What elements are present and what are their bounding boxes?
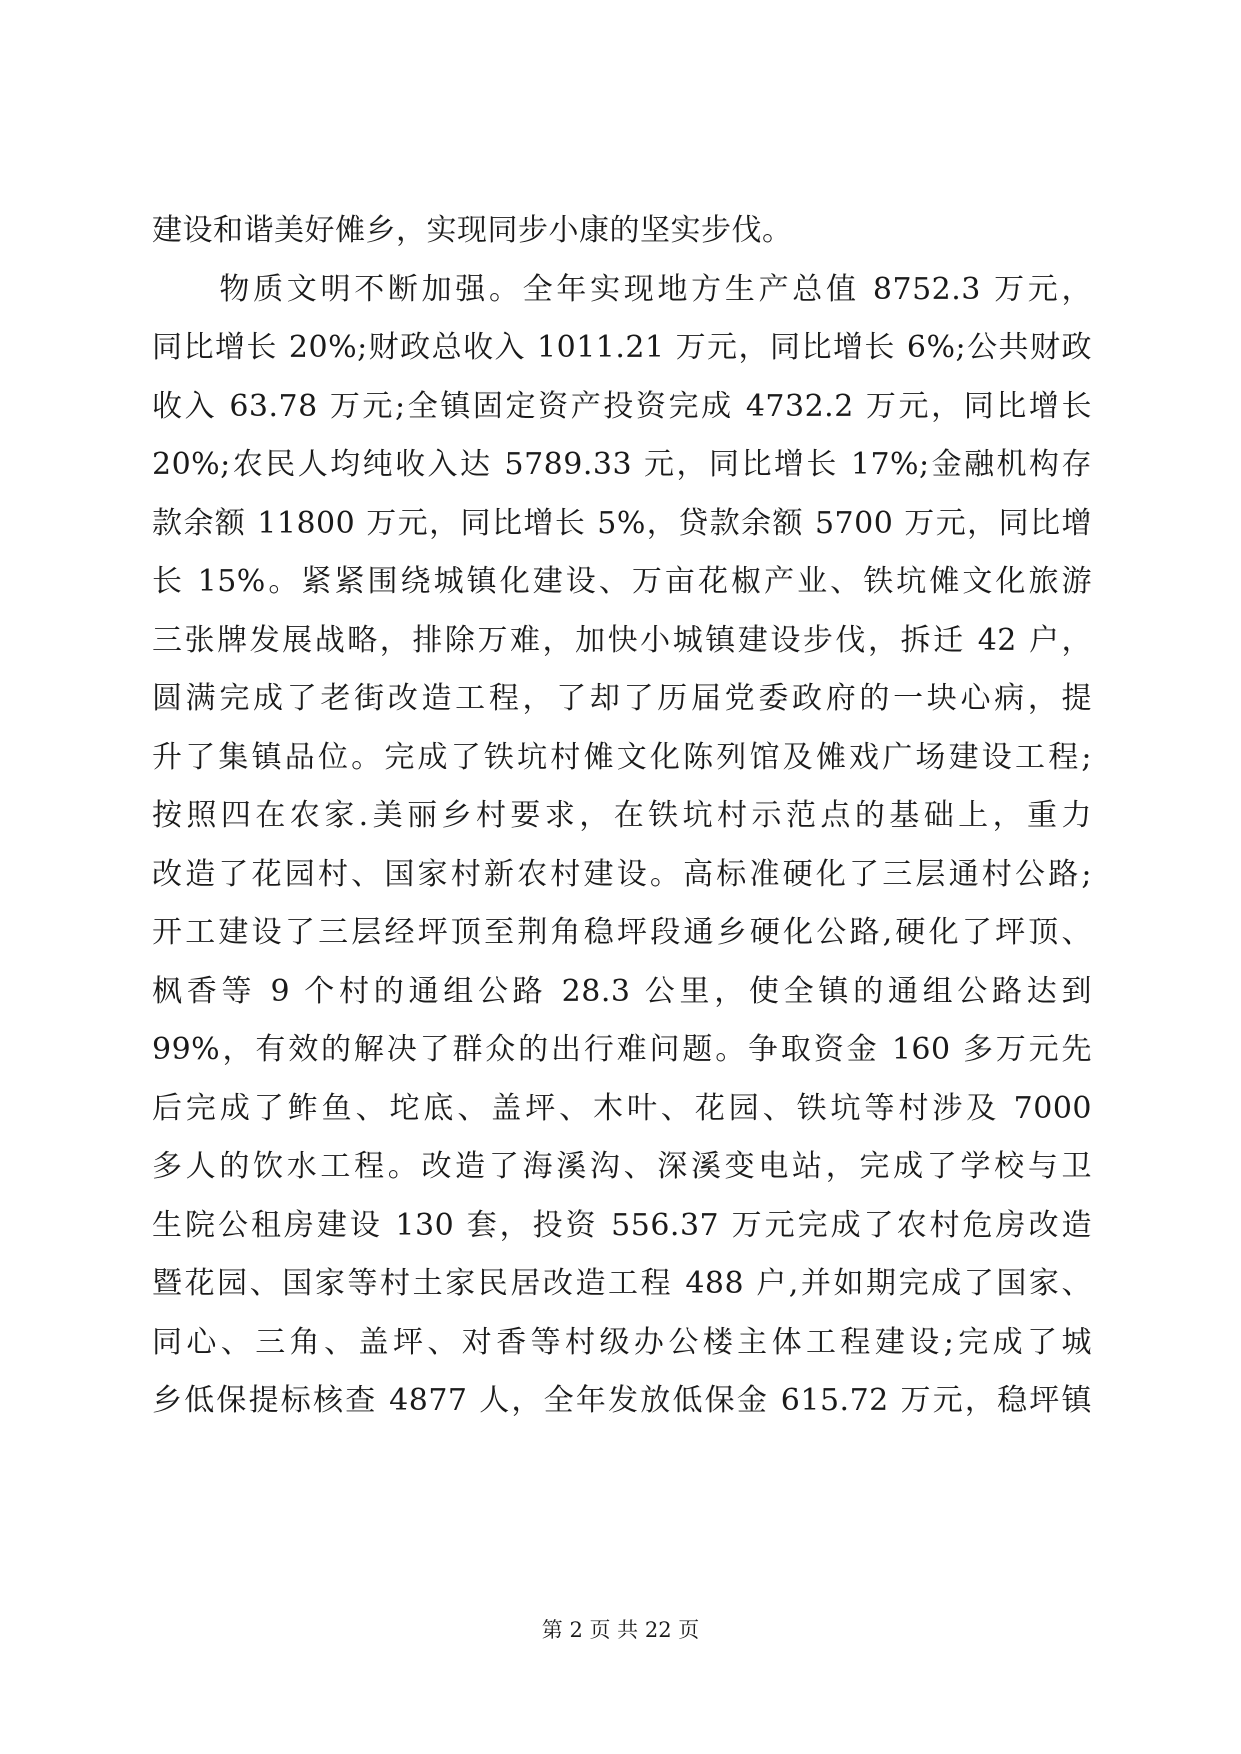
text-line: 20%;农民人均纯收入达 5789.33 元，同比增长 17%;金融机构存 — [152, 447, 1092, 482]
text-line: 款余额 11800 万元，同比增长 5%，贷款余额 5700 万元，同比增 — [152, 505, 1092, 541]
text-line: 三张牌发展战略，排除万难，加快小城镇建设步伐，拆迁 42 户， — [152, 622, 1092, 658]
text-line: 长 15%。紧紧围绕城镇化建设、万亩花椒产业、铁坑傩文化旅游 — [152, 564, 1092, 599]
text-line: 暨花园、国家等村土家民居改造工程 488 户,并如期完成了国家、 — [152, 1266, 1092, 1301]
text-line: 按照四在农家.美丽乡村要求，在铁坑村示范点的基础上，重力 — [152, 798, 1092, 833]
text-line: 乡低保提标核查 4877 人，全年发放低保金 615.72 万元，稳坪镇 — [152, 1383, 1092, 1418]
text-line: 开工建设了三层经坪顶至荆角稳坪段通乡硬化公路,硬化了坪顶、 — [152, 915, 1092, 950]
text-line: 多人的饮水工程。改造了海溪沟、深溪变电站，完成了学校与卫 — [152, 1149, 1092, 1184]
text-line: 圆满完成了老街改造工程，了却了历届党委政府的一块心病，提 — [152, 681, 1092, 716]
text-line: 同心、三角、盖坪、对香等村级办公楼主体工程建设;完成了城 — [152, 1324, 1092, 1360]
text-line: 收入 63.78 万元;全镇固定资产投资完成 4732.2 万元，同比增长 — [152, 388, 1092, 424]
text-line: 改造了花园村、国家村新农村建设。高标准硬化了三层通村公路; — [152, 856, 1092, 892]
text-line: 枫香等 9 个村的通组公路 28.3 公里，使全镇的通组公路达到 — [152, 973, 1092, 1009]
text-line: 同比增长 20%;财政总收入 1011.21 万元，同比增长 6%;公共财政 — [152, 330, 1092, 365]
text-line: 99%，有效的解决了群众的出行难问题。争取资金 160 多万元先 — [152, 1032, 1092, 1067]
text-line: 物质文明不断加强。全年实现地方生产总值 8752.3 万元， — [152, 271, 1092, 307]
text-line: 后完成了鲊鱼、坨底、盖坪、木叶、花园、铁坑等村涉及 7000 — [152, 1090, 1092, 1126]
page-number-label: 第 2 页 共 22 页 — [541, 1618, 700, 1642]
text-line: 建设和谐美好傩乡，实现同步小康的坚实步伐。 — [152, 213, 793, 248]
page-footer — [0, 1614, 1241, 1644]
body-text — [152, 202, 1092, 1431]
text-line: 生院公租房建设 130 套，投资 556.37 万元完成了农村危房改造 — [152, 1207, 1092, 1243]
text-line: 升了集镇品位。完成了铁坑村傩文化陈列馆及傩戏广场建设工程; — [152, 739, 1092, 775]
